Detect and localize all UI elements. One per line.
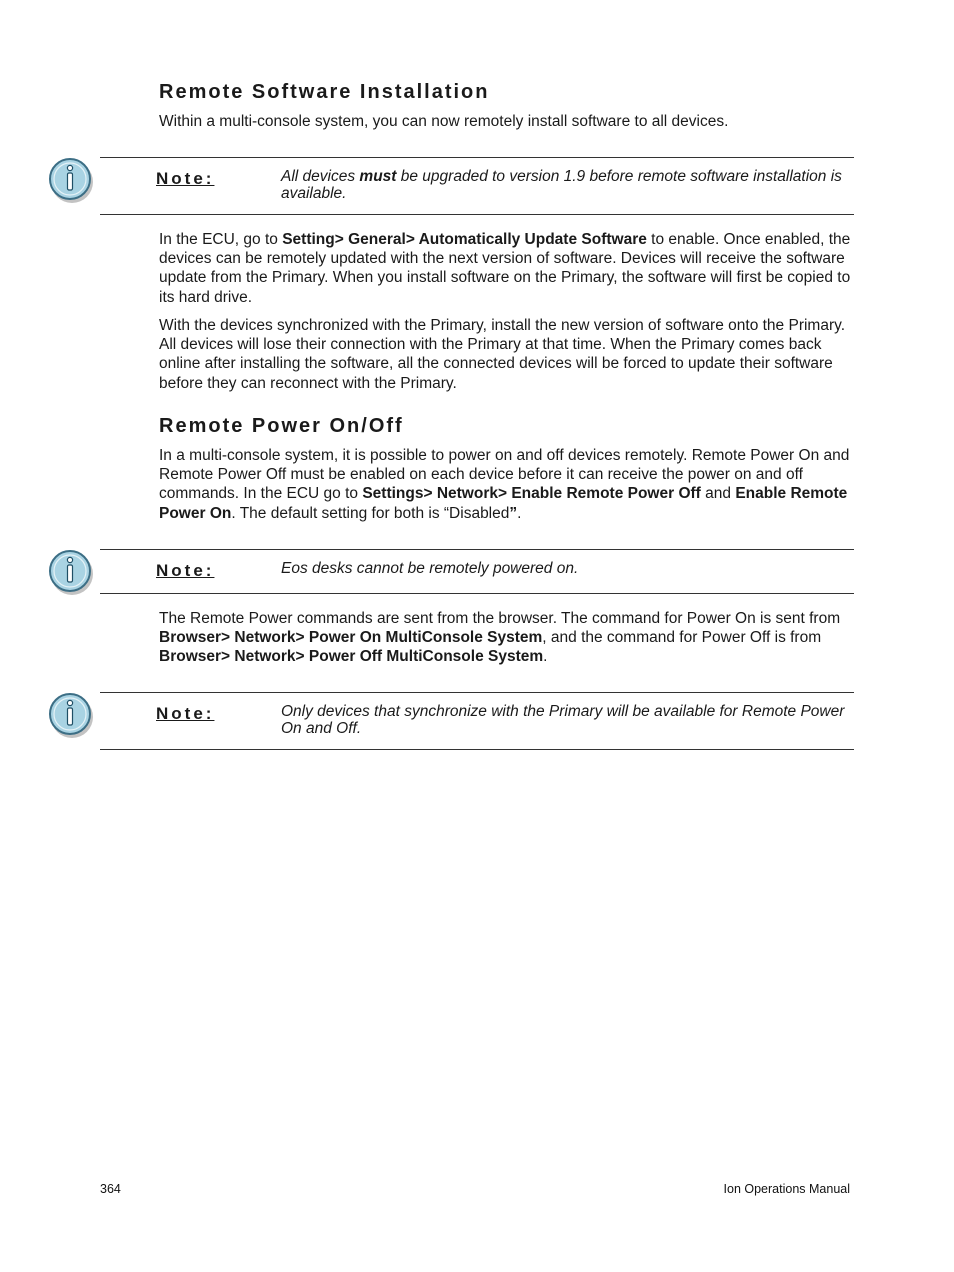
section-intro: Within a multi-console system, you can now remotely install software to all devices.: [159, 113, 729, 130]
note-label: Note:: [156, 704, 215, 723]
info-note-icon: [48, 157, 96, 205]
note-label: Note:: [156, 561, 215, 580]
section-heading-remote-power: Remote Power On/Off: [159, 415, 404, 437]
paragraph-remote-power: In a multi-console system, it is possible to power on and off devices remotely. Remote Power On and Remote Power Off must be enabled on each device before it can receive the power on and off commands. In the ECU go to Settings> Network> Enable Remote Power Off and Enable Remote Power On. The default setting for both is “Disabled”.: [159, 447, 850, 522]
note-text: Eos desks cannot be remotely powered on.: [281, 560, 579, 577]
note-text: All devices must be upgraded to version 1.9 before remote software installation is available.: [281, 168, 842, 202]
paragraph-auto-update: In the ECU, go to Setting> General> Automatically Update Software to enable. Once enabled, the devices can be remotely updated with the next version of software. Devices will receive the software update from the Primary. When you install software on the Primary, the software will first be copied to its hard drive.: [159, 231, 851, 306]
info-note-icon: [48, 549, 96, 597]
note-label: Note:: [156, 169, 215, 188]
paragraph-sync-install: With the devices synchronized with the Primary, install the new version of software onto the Primary. All devices will lose their connection with the Primary at that time. When the Primary comes back online after installing the software, all the connected devices will be forced to update their software before they can reconnect with the Primary.: [159, 317, 846, 392]
note-box: [100, 549, 854, 594]
note-box: [100, 692, 854, 750]
note-box: [100, 157, 854, 215]
paragraph-power-commands: The Remote Power commands are sent from the browser. The command for Power On is sent from Browser> Network> Power On MultiConsole System, and the command for Power Off is from Browser> Network> Power Off MultiConsole System.: [159, 610, 841, 666]
section-heading-remote-software-installation: Remote Software Installation: [159, 81, 490, 103]
page-number: 364: [100, 1182, 121, 1196]
info-note-icon: [48, 692, 96, 740]
manual-title: Ion Operations Manual: [723, 1182, 850, 1196]
note-text: Only devices that synchronize with the Primary will be available for Remote Power On and Off.: [281, 703, 845, 737]
